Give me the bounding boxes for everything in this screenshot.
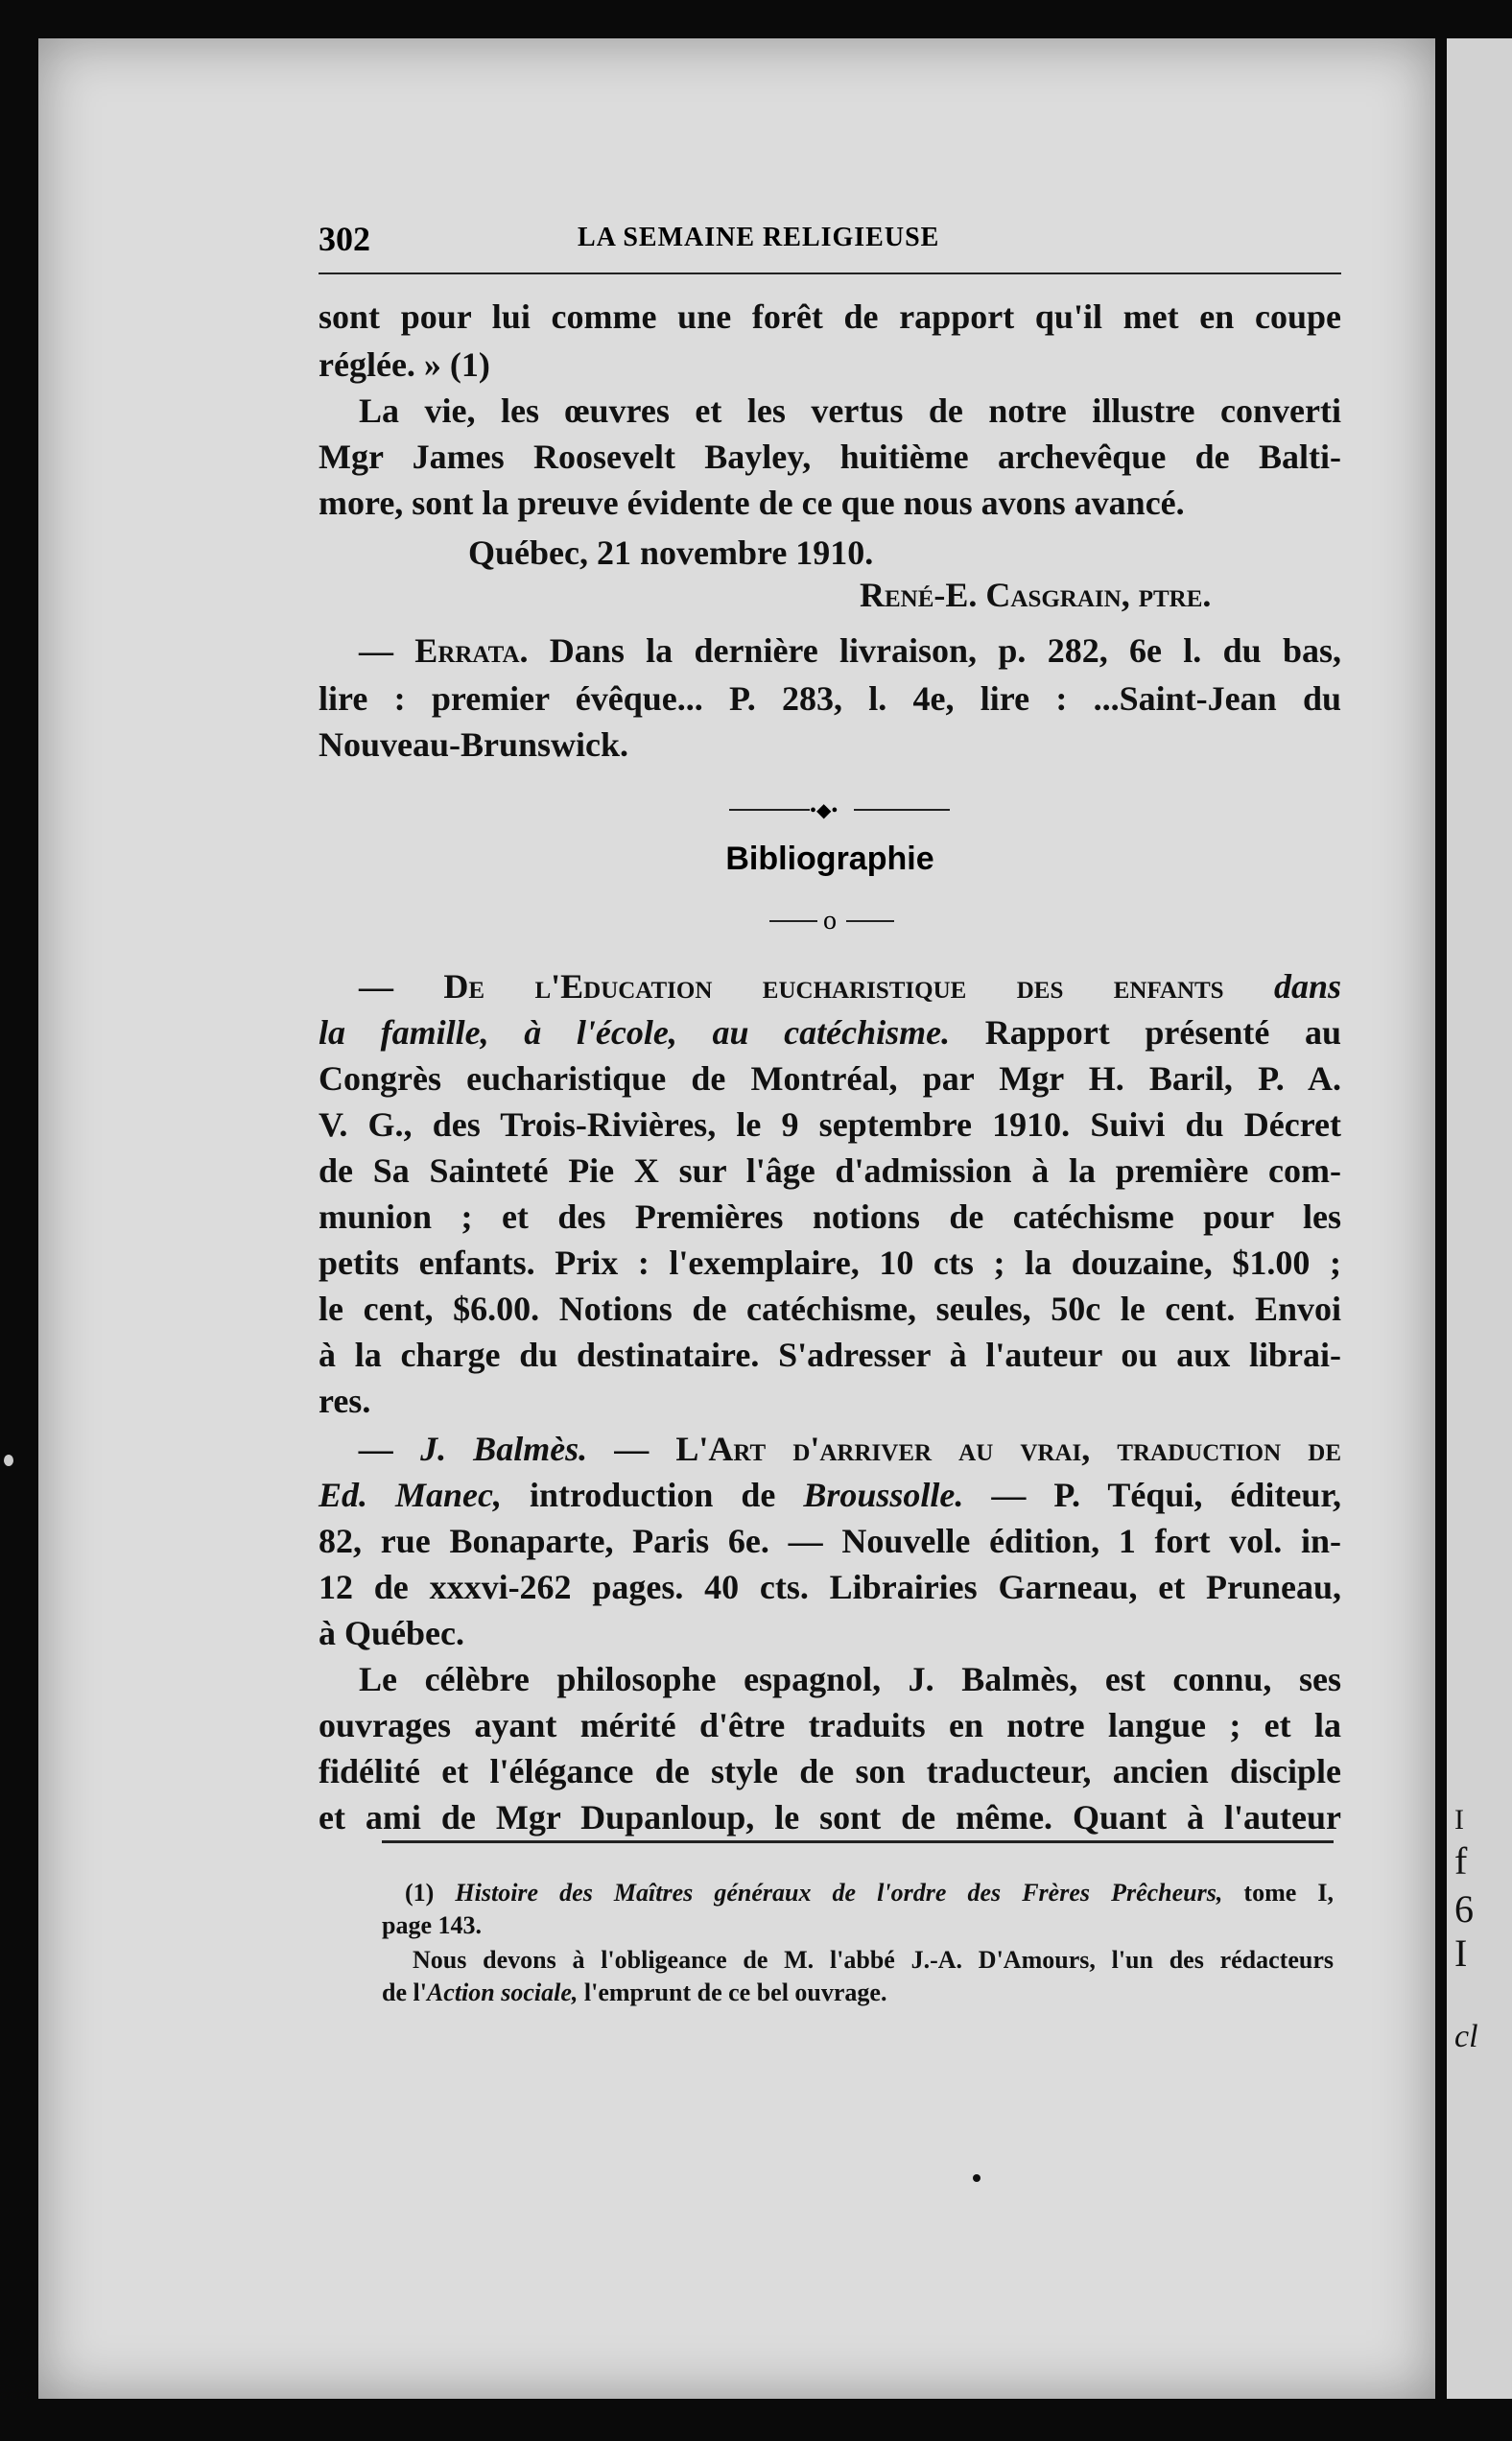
ornament-divider bbox=[729, 800, 950, 819]
ink-speck bbox=[973, 2174, 980, 2182]
text-line: ouvrages ayant mérité d'être traduits en notre langue ; et la bbox=[319, 1706, 1341, 1744]
bib-text: — P. Téqui, éditeur, bbox=[963, 1476, 1342, 1514]
bib-entry-line: res. bbox=[319, 1382, 371, 1420]
text-line: fidélité et l'élégance de style de son traducteur, ancien disciple bbox=[319, 1752, 1341, 1790]
text-line: réglée. » (1) bbox=[319, 345, 490, 384]
bib-entry-line: de Sa Sainteté Pie X sur l'âge d'admission à la première com- bbox=[319, 1151, 1341, 1190]
edge-glyph: cl bbox=[1454, 2019, 1478, 2054]
text-line: sont pour lui comme une forêt de rapport qu'il met en coupe bbox=[319, 297, 1341, 336]
bib-entry-line: à la charge du destinataire. S'adresser à l'auteur ou aux librai- bbox=[319, 1336, 1341, 1374]
signature: René-E. Casgrain, ptre. bbox=[860, 576, 1212, 614]
bib-entry-line: munion ; et des Premières notions de catéchisme pour les bbox=[319, 1197, 1341, 1236]
bib-entry-line: petits enfants. Prix : l'exemplaire, 10 cts ; la douzaine, $1.00 ; bbox=[319, 1244, 1341, 1282]
bib-entry-line: Congrès eucharistique de Montréal, par Mgr H. Baril, P. A. bbox=[319, 1059, 1341, 1098]
errata-label: — Errata. bbox=[359, 631, 529, 670]
bib-entry-line bbox=[359, 1426, 1341, 1472]
footnote-italic: Histoire des Maîtres généraux de l'ordre des Frères Prêcheurs, bbox=[455, 1879, 1223, 1907]
edge-glyph: I bbox=[1454, 1931, 1468, 1975]
section-title: Bibliographie bbox=[725, 841, 934, 877]
text-line: La vie, les œuvres et les vertus de notre illustre converti bbox=[359, 391, 1341, 430]
running-title: LA SEMAINE RELIGIEUSE bbox=[578, 223, 940, 252]
footnote-marker: (1) bbox=[405, 1879, 456, 1907]
separator-mark: o bbox=[823, 906, 837, 936]
footnote-text: l'emprunt de ce bel ouvrage. bbox=[578, 1979, 887, 2006]
text-line: Le célèbre philosophe espagnol, J. Balmès, est connu, ses bbox=[359, 1660, 1341, 1698]
footnote-rule bbox=[382, 1840, 1334, 1843]
errata-text: Dans la dernière livraison, p. 282, 6e l. du bas, bbox=[528, 631, 1341, 670]
bib-title-text: — L'Art d'arriver au vrai, traduction de bbox=[587, 1430, 1341, 1468]
text-line: Mgr James Roosevelt Bayley, huitième archevêque de Balti- bbox=[319, 438, 1341, 476]
text-line: Nouveau-Brunswick. bbox=[319, 725, 629, 764]
footnote-line bbox=[382, 1977, 1334, 2009]
bib-entry-line: 12 de xxxvi-262 pages. 40 cts. Librairies Garneau, et Pruneau, bbox=[319, 1568, 1341, 1606]
adjacent-page-edge bbox=[1447, 38, 1512, 2399]
footnote-text: tome I, bbox=[1222, 1879, 1334, 1907]
bib-italic: Ed. Manec, bbox=[319, 1476, 502, 1514]
bib-entry-line: V. G., des Trois-Rivières, le 9 septembre 1910. Suivi du Décret bbox=[319, 1105, 1341, 1144]
footnote-italic: Action sociale, bbox=[426, 1979, 579, 2006]
page-number: 302 bbox=[319, 220, 370, 258]
footnote-text: de l' bbox=[382, 1979, 427, 2006]
bib-entry-line: à Québec. bbox=[319, 1614, 464, 1652]
edge-glyph: I bbox=[1454, 1804, 1464, 1836]
edge-glyph: f bbox=[1454, 1839, 1468, 1883]
running-header bbox=[319, 219, 1335, 261]
bib-entry-line: le cent, $6.00. Notions de catéchisme, seules, 50c le cent. Envoi bbox=[319, 1290, 1341, 1328]
footnote-line: page 143. bbox=[382, 1911, 482, 1939]
ornament-glyph: •◆• bbox=[810, 800, 839, 821]
bib-entry-line: 82, rue Bonaparte, Paris 6e. — Nouvelle édition, 1 fort vol. in- bbox=[319, 1522, 1341, 1560]
bib-entry-line bbox=[319, 1009, 1341, 1055]
footnote-line bbox=[405, 1877, 1334, 1909]
bib-text: Rapport présenté au bbox=[950, 1013, 1341, 1052]
text-line: more, sont la preuve évidente de ce que nous avons avancé. bbox=[319, 484, 1185, 522]
header-rule bbox=[319, 273, 1341, 274]
footnote-line: Nous devons à l'obligeance de M. l'abbé J.-A. D'Amours, l'un des rédacteurs bbox=[413, 1946, 1334, 1974]
errata-line bbox=[359, 628, 1341, 674]
edge-glyph: 6 bbox=[1454, 1887, 1474, 1931]
text-line: lire : premier évêque... P. 283, l. 4e, lire : ...Saint-Jean du bbox=[319, 679, 1341, 718]
bib-text: introduction de bbox=[501, 1476, 804, 1514]
margin-speck bbox=[4, 1455, 13, 1466]
dateline: Québec, 21 novembre 1910. bbox=[468, 533, 874, 572]
text-line: et ami de Mgr Dupanloup, le sont de même. Quant à l'auteur bbox=[319, 1798, 1341, 1837]
bib-italic: la famille, à l'école, au catéchisme. bbox=[319, 1013, 951, 1052]
bib-entry-line bbox=[359, 963, 1341, 1009]
bib-italic: dans bbox=[1223, 967, 1342, 1006]
bib-entry-line bbox=[319, 1472, 1341, 1518]
bib-title-text: — De l'Education eucharistique des enfants bbox=[359, 967, 1224, 1006]
section-separator bbox=[758, 906, 902, 935]
bib-author: — J. Balmès. bbox=[359, 1430, 588, 1468]
bib-italic: Broussolle. bbox=[803, 1476, 964, 1514]
